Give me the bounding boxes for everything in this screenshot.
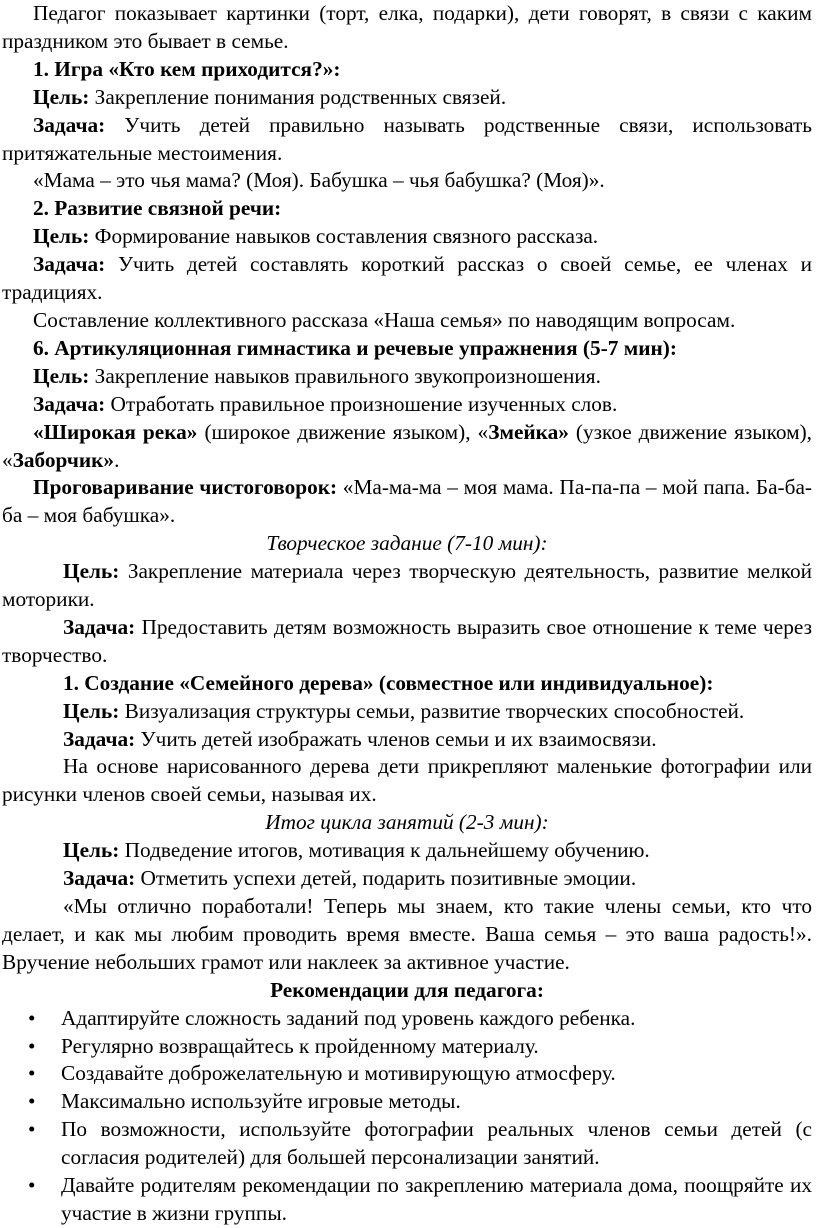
bold-text: Цель: <box>33 224 90 249</box>
text: Учить детей изображать членов семьи и их взаимосвязи. <box>135 726 657 751</box>
bold-text: 2. Развитие связной речи: <box>33 196 282 221</box>
bold-text: Задача: <box>63 726 136 751</box>
text: «Ма-ма-ма – моя мама. Па-па-па – мой папа. Ба-ба-ба – моя бабушка». <box>2 475 813 528</box>
list-item <box>2 1060 812 1088</box>
text: Подведение итогов, мотивация к дальнейшему обучению. <box>119 838 650 863</box>
bold-text: Рекомендации для педагога: <box>270 977 544 1002</box>
bold-text: Цель: <box>33 84 90 109</box>
text: . <box>114 447 120 472</box>
paragraph <box>2 474 812 530</box>
list-item-text: Создавайте доброжелательную и мотивирующую атмосферу. <box>61 1061 616 1086</box>
text: Отметить успехи детей, подарить позитивные эмоции. <box>135 866 637 891</box>
paragraph <box>2 167 812 195</box>
bold-text: Задача: <box>33 391 106 416</box>
bold-text: Цель: <box>63 698 120 723</box>
list-item <box>2 1172 812 1228</box>
text: Учить детей составлять короткий рассказ о своей семье, ее членах и традициях. <box>2 252 812 305</box>
list-item-text: Адаптируйте сложность заданий под уровень каждого ребенка. <box>61 1005 636 1030</box>
text: Отработать правильное произношение изученных слов. <box>105 391 618 416</box>
text: Учить детей правильно называть родственные связи, использовать притяжательные местоимения. <box>2 112 812 165</box>
list-item <box>2 1033 812 1061</box>
paragraph <box>2 893 812 977</box>
paragraph <box>2 698 812 726</box>
bold-text: Задача: <box>63 614 136 639</box>
paragraph <box>2 195 812 223</box>
bullet-icon: • <box>28 1089 36 1114</box>
bold-text: Цель: <box>33 363 90 388</box>
paragraph <box>2 837 812 865</box>
bullet-icon: • <box>28 1033 36 1058</box>
paragraph <box>2 363 812 391</box>
section-heading <box>2 977 812 1005</box>
text: «Мы отлично поработали! Теперь мы знаем, кто такие члены семьи, кто что делает, и как мы любим проводить время вместе. Ваша семья – это ваша радость!». Вручение небольших грамот или наклеек за активное участие. <box>2 894 812 974</box>
paragraph <box>2 726 812 754</box>
bold-text: 6. Артикуляционная гимнастика и речевые упражнения (5-7 мин): <box>33 335 677 360</box>
list-item-text: Максимально используйте игровые методы. <box>61 1089 461 1114</box>
paragraph <box>2 84 812 112</box>
list-item <box>2 1088 812 1116</box>
bold-text: Цель: <box>63 559 120 584</box>
text: (узкое движение языком), « <box>2 419 812 472</box>
list-item <box>2 1005 812 1033</box>
text: Предоставить детям возможность выразить свое отношение к теме через творчество. <box>2 614 812 667</box>
paragraph <box>2 614 812 670</box>
bold-text: Задача: <box>63 866 136 891</box>
bold-text: 1. Игра «Кто кем приходится?»: <box>33 56 341 81</box>
paragraph <box>2 223 812 251</box>
paragraph <box>2 391 812 419</box>
text: (широкое движение языком), « <box>197 419 489 444</box>
text: «Мама – это чья мама? (Моя). Бабушка – чья бабушка? (Моя)». <box>33 168 605 193</box>
text: Составление коллективного рассказа «Наша семья» по наводящим вопросам. <box>33 307 736 332</box>
paragraph <box>2 335 812 363</box>
section-heading <box>2 809 812 837</box>
paragraph <box>2 670 812 698</box>
text: Закрепление материала через творческую деятельность, развитие мелкой моторики. <box>2 559 812 612</box>
bullet-icon: • <box>28 1173 36 1198</box>
bold-text: Задача: <box>33 252 106 277</box>
list-item-text: По возможности, используйте фотографии реальных членов семьи детей (с согласия родителей) для большей персонализации занятий. <box>61 1117 812 1170</box>
bullet-icon: • <box>28 1005 36 1030</box>
bold-text: Змейка» <box>488 419 569 444</box>
list-item-text: Давайте родителям рекомендации по закреплению материала дома, поощряйте их участие в жизни группы. <box>61 1173 812 1225</box>
paragraph <box>2 753 812 809</box>
bold-text: Цель: <box>63 838 120 863</box>
bold-text: Проговаривание чистоговорок: <box>33 475 338 500</box>
italic-text: Творческое задание (7-10 мин): <box>266 531 548 556</box>
text: Закрепление понимания родственных связей. <box>89 84 507 109</box>
bold-text: Заборчик» <box>12 447 115 472</box>
bold-text: 1. Создание «Семейного дерева» (совместное или индивидуальное): <box>63 670 714 695</box>
text: Визуализация структуры семьи, развитие творческих способностей. <box>119 698 745 723</box>
text: Формирование навыков составления связного рассказа. <box>89 224 599 249</box>
document-page <box>2 0 812 1228</box>
paragraph <box>2 419 812 475</box>
list-item-text: Регулярно возвращайтесь к пройденному материалу. <box>61 1033 539 1058</box>
section-heading <box>2 530 812 558</box>
italic-text: Итог цикла занятий (2-3 мин): <box>265 810 549 835</box>
text: Педагог показывает картинки (торт, елка, подарки), дети говорят, в связи с каким праздником это бывает в семье. <box>2 1 812 53</box>
bullet-icon: • <box>28 1061 36 1086</box>
bullet-icon: • <box>28 1117 36 1142</box>
bold-text: «Широкая река» <box>33 419 198 444</box>
paragraph <box>2 307 812 335</box>
paragraph <box>2 112 812 168</box>
paragraph <box>2 56 812 84</box>
document-body <box>2 0 812 1005</box>
paragraph <box>2 865 812 893</box>
list-item <box>2 1116 812 1172</box>
text: Закрепление навыков правильного звукопроизношения. <box>89 363 601 388</box>
paragraph <box>2 0 812 56</box>
text: На основе нарисованного дерева дети прикрепляют маленькие фотографии или рисунки членов своей семьи, называя их. <box>2 754 812 807</box>
paragraph <box>2 251 812 307</box>
recommendations-list <box>2 1005 812 1228</box>
bold-text: Задача: <box>33 112 106 137</box>
paragraph <box>2 558 812 614</box>
